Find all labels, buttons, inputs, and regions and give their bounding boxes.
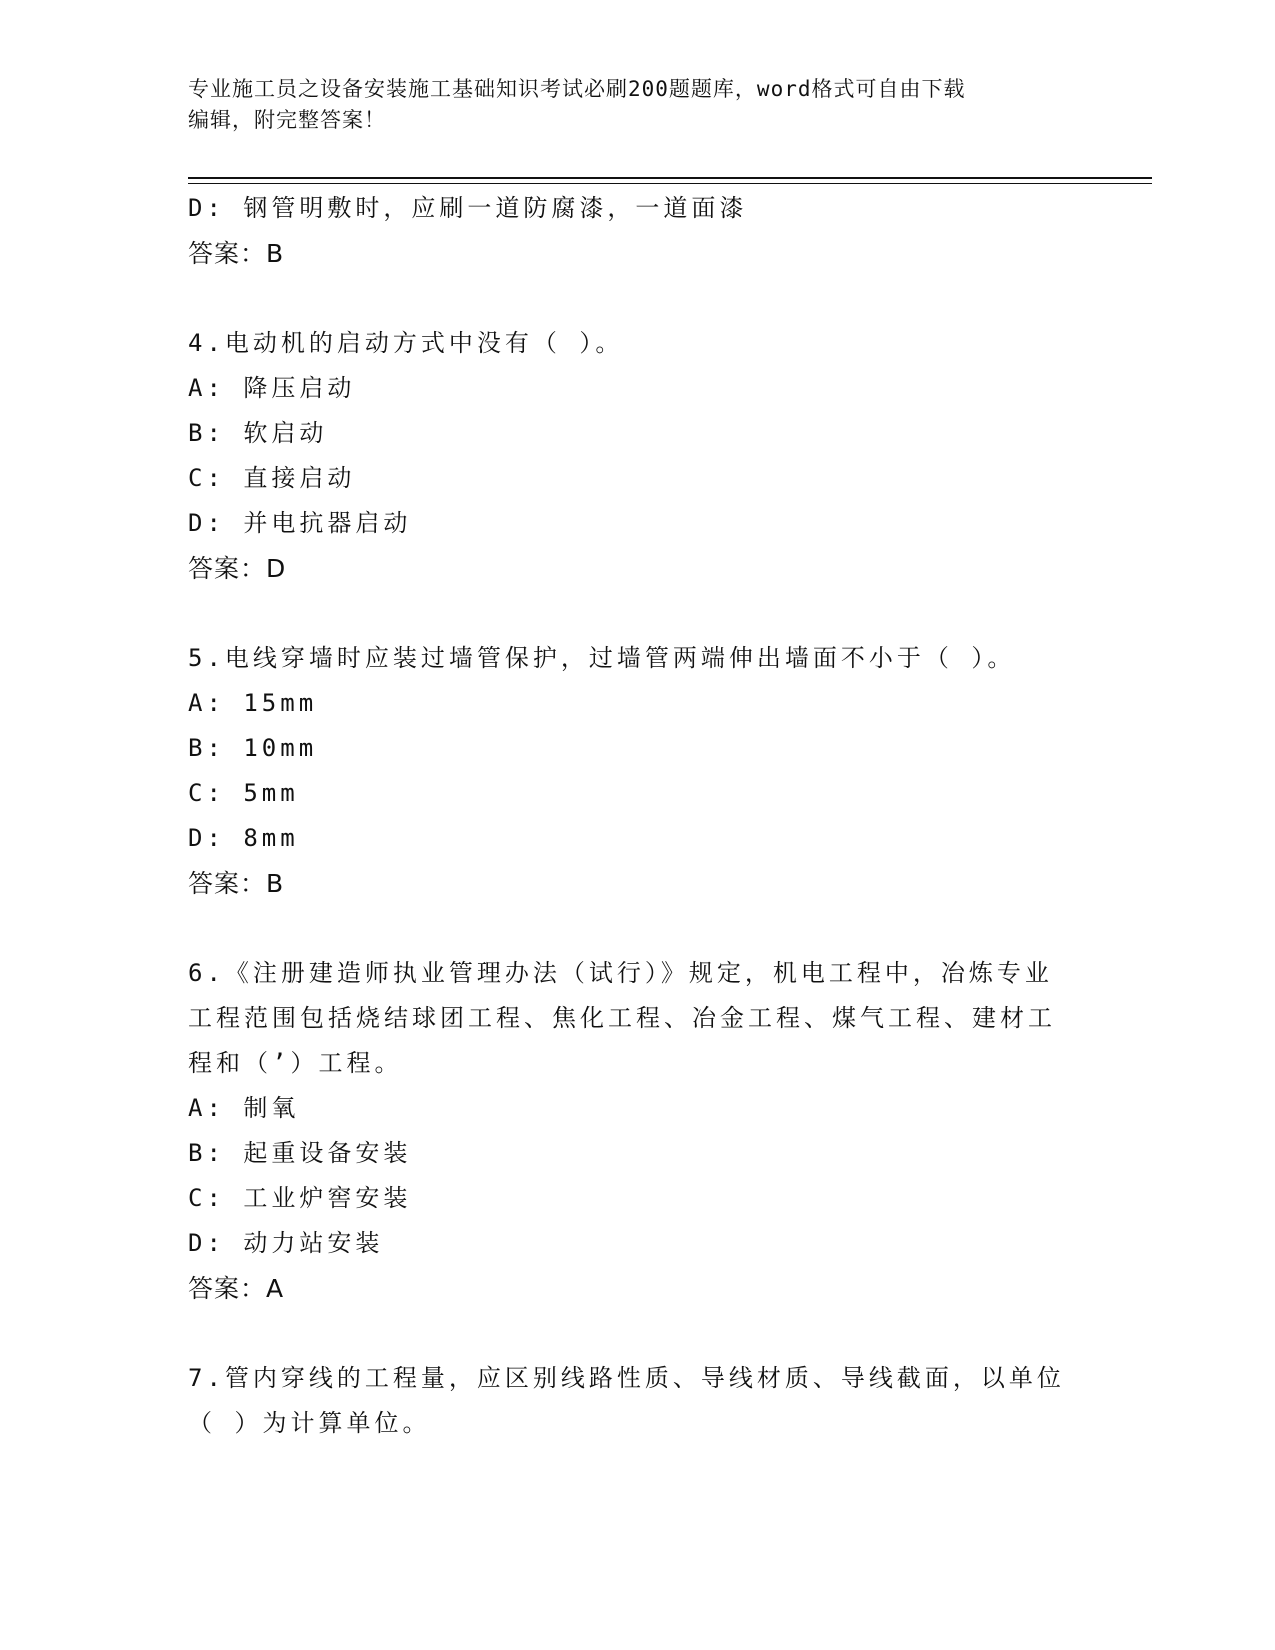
option-d: D: 并电抗器启动 xyxy=(188,509,412,537)
document-header xyxy=(188,74,1068,136)
header-line-2: 编辑，附完整答案！ xyxy=(188,108,386,132)
question-text: 5.电线穿墙时应装过墙管保护，过墙管两端伸出墙面不小于（ ）。 xyxy=(188,644,1016,672)
question-text: 6.《注册建造师执业管理办法（试行）》规定，机电工程中，冶炼专业工程范围包括烧结球团工程、焦化工程、冶金工程、煤气工程、建材工程和（’）工程。 xyxy=(188,959,1056,1077)
option-c: C: 工业炉窖安装 xyxy=(188,1184,412,1212)
option-a: A: 制氧 xyxy=(188,1094,300,1122)
option-b: B: 10mm xyxy=(188,734,318,762)
document-body xyxy=(188,186,1068,1446)
option-d: D: 钢管明敷时，应刷一道防腐漆，一道面漆 xyxy=(188,194,748,222)
header-line-1: 专业施工员之设备安装施工基础知识考试必刷200题题库，word格式可自由下载 xyxy=(188,77,966,101)
option-b: B: 起重设备安装 xyxy=(188,1139,412,1167)
question-text: 7.管内穿线的工程量，应区别线路性质、导线材质、导线截面，以单位（ ）为计算单位。 xyxy=(188,1364,1065,1437)
spacer xyxy=(188,276,1068,321)
option-a: A: 15mm xyxy=(188,689,318,717)
option-b: B: 软启动 xyxy=(188,419,328,447)
answer-label: 答案：A xyxy=(188,1274,285,1303)
spacer xyxy=(188,906,1068,951)
answer-label: 答案：B xyxy=(188,239,285,268)
option-d: D: 8mm xyxy=(188,824,299,852)
question-block-7 xyxy=(188,1356,1068,1446)
header-divider-thin xyxy=(188,183,1152,184)
spacer xyxy=(188,1311,1068,1356)
option-d: D: 动力站安装 xyxy=(188,1229,384,1257)
option-a: A: 降压启动 xyxy=(188,374,356,402)
question-block-6 xyxy=(188,951,1068,1311)
answer-label: 答案：D xyxy=(188,554,287,583)
question-block-4 xyxy=(188,321,1068,591)
spacer xyxy=(188,591,1068,636)
option-c: C: 直接启动 xyxy=(188,464,356,492)
option-c: C: 5mm xyxy=(188,779,299,807)
question-text: 4.电动机的启动方式中没有（ ）。 xyxy=(188,329,624,357)
header-divider-thick xyxy=(188,177,1152,179)
question-block-5 xyxy=(188,636,1068,906)
answer-label: 答案：B xyxy=(188,869,285,898)
